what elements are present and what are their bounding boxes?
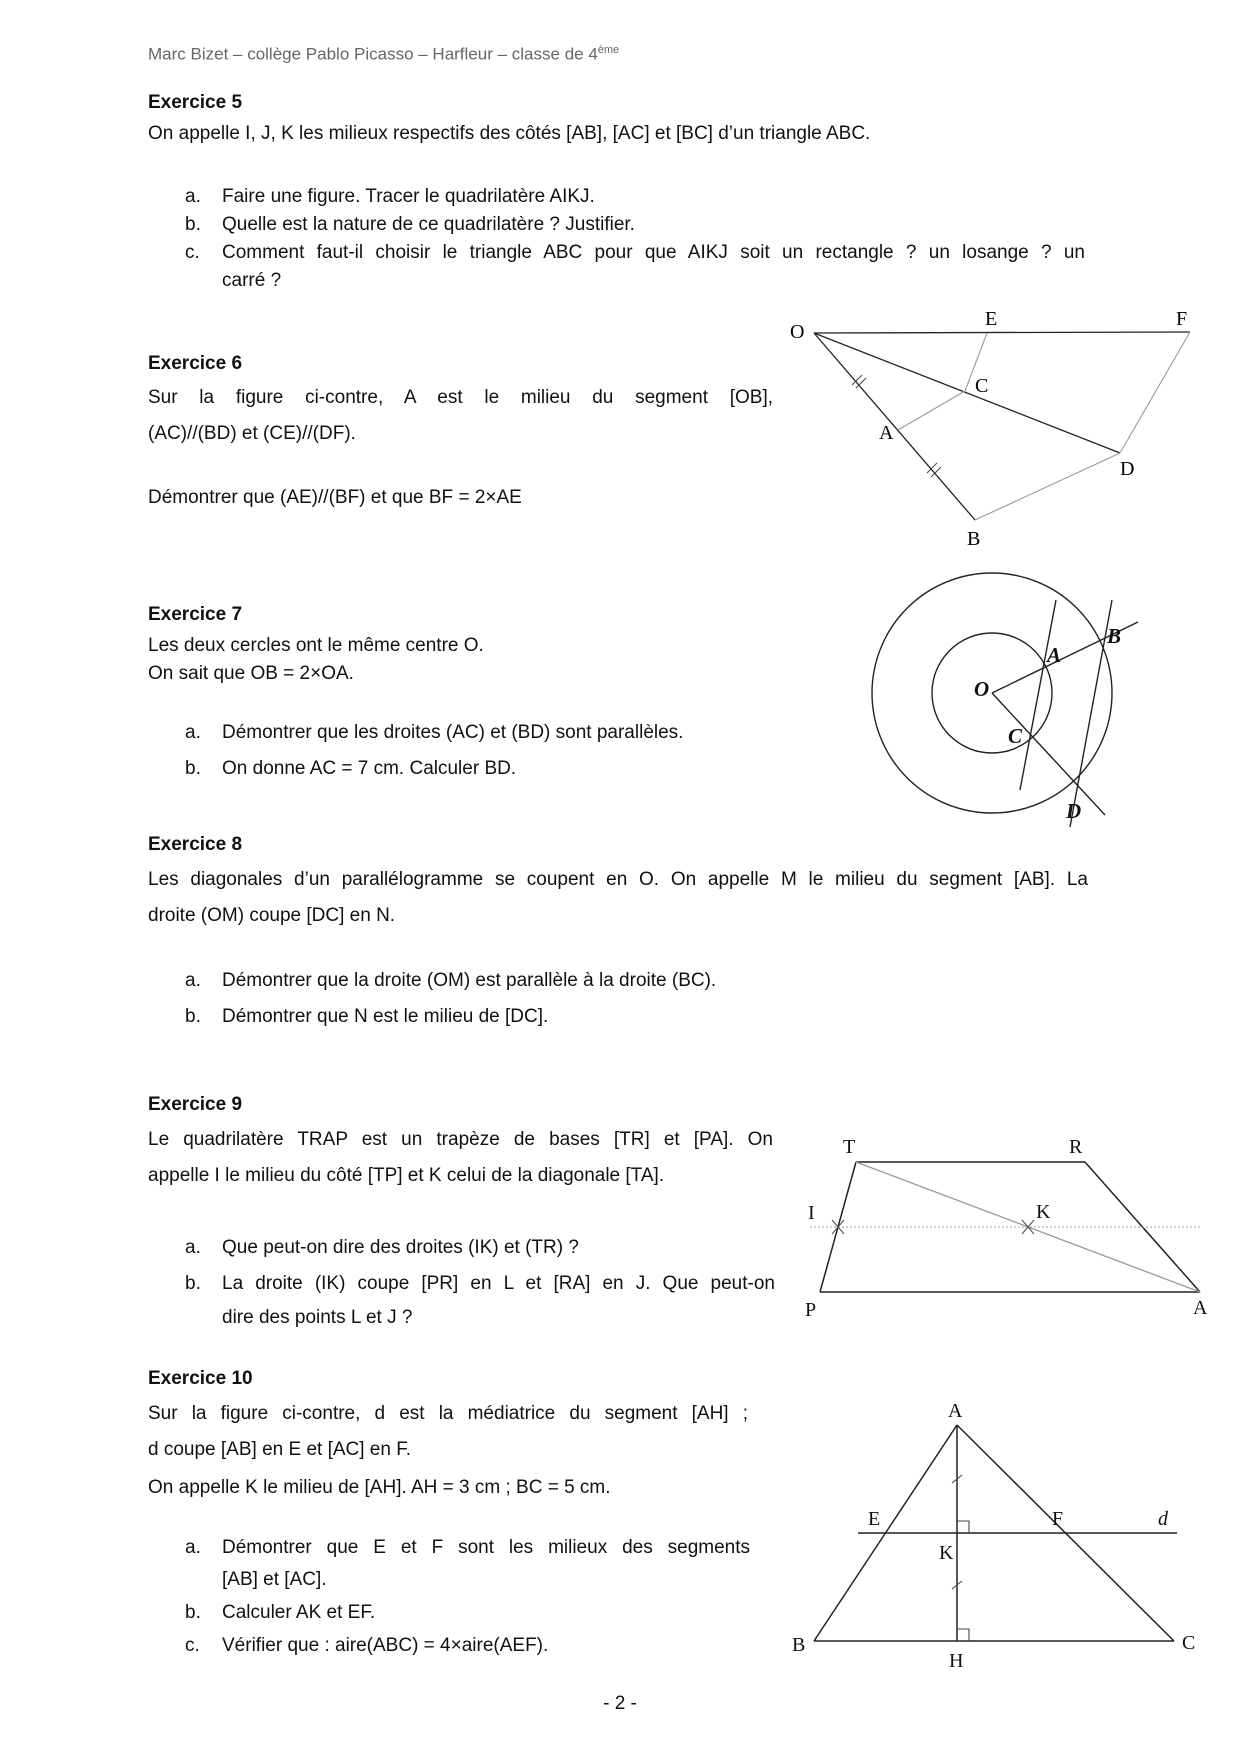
list-item: b. Démontrer que N est le milieu de [DC].: [185, 1006, 549, 1027]
exercise-10-figure: [780, 1395, 1220, 1675]
exercise-6-line-1: Sur la figure ci-contre, A est le milieu du segment [OB],: [148, 387, 773, 408]
point-label-H: H: [949, 1650, 964, 1672]
segment-BD: [975, 453, 1120, 520]
list-item: c. Vérifier que : aire(ABC) = 4×aire(AEF).: [185, 1635, 549, 1656]
point-label-K: K: [1036, 1201, 1051, 1223]
point-label-K: K: [939, 1542, 954, 1564]
list-item: a. Démontrer que la droite (OM) est parallèle à la droite (BC).: [185, 970, 717, 991]
list-item: b. On donne AC = 7 cm. Calculer BD.: [185, 758, 517, 779]
point-label-T: T: [843, 1136, 856, 1158]
segment-OD: [814, 333, 1120, 453]
page-header: Marc Bizet – collège Pablo Picasso – Harfleur – classe de 4ème: [148, 44, 620, 64]
point-label-B: B: [1107, 624, 1122, 648]
point-label-C: C: [1182, 1632, 1196, 1654]
exercise-5-intro: On appelle I, J, K les milieux respectifs des côtés [AB], [AC] et [BC] d’un triangle ABC.: [148, 123, 871, 144]
point-label-O: O: [974, 677, 990, 701]
point-label-P: P: [805, 1299, 817, 1321]
point-label-A: A: [1193, 1297, 1208, 1319]
exercise-6-title: Exercice 6: [148, 353, 243, 374]
exercise-8-title: Exercice 8: [148, 834, 243, 855]
point-label-D: D: [1066, 799, 1082, 823]
list-item: c. Comment faut-il choisir le triangle ABC pour que AIKJ soit un rectangle ? un losange ? un carré ?: [185, 242, 1085, 291]
point-label-B: B: [967, 528, 981, 550]
list-item: a. Que peut-on dire des droites (IK) et (TR) ?: [185, 1237, 579, 1258]
point-label-C: C: [1008, 724, 1023, 748]
exercise-10-line-1: Sur la figure ci-contre, d est la médiatrice du segment [AH] ;: [148, 1403, 748, 1424]
line-label-d: d: [1158, 1508, 1168, 1530]
exercise-5-title: Exercice 5: [148, 92, 243, 113]
point-label-E: E: [985, 308, 998, 330]
exercise-9-figure: [790, 1120, 1210, 1335]
list-item: a. Démontrer que les droites (AC) et (BD) sont parallèles.: [185, 722, 684, 743]
point-label-E: E: [868, 1508, 881, 1530]
list-item: a. Démontrer que E et F sont les milieux des segments [AB] et [AC].: [185, 1537, 750, 1590]
segment-OF: [814, 332, 1190, 333]
exercise-6-line-2: (AC)//(BD) et (CE)//(DF).: [148, 423, 356, 444]
exercise-7-line-1: Les deux cercles ont le même centre O.: [148, 635, 484, 656]
line-AC: [1020, 600, 1056, 790]
list-item: b. Quelle est la nature de ce quadrilatère ? Justifier.: [185, 214, 635, 235]
list-item: b. Calculer AK et EF.: [185, 1602, 376, 1623]
exercise-10-line-2: d coupe [AB] en E et [AC] en F.: [148, 1439, 411, 1460]
exercise-7-title: Exercice 7: [148, 604, 243, 625]
exercise-9-title: Exercice 9: [148, 1094, 243, 1115]
point-label-C: C: [975, 375, 989, 397]
line-BD: [1070, 600, 1112, 827]
exercise-7-line-2: On sait que OB = 2×OA.: [148, 663, 354, 684]
segment-OB: [814, 333, 975, 520]
exercise-6-figure: [780, 300, 1210, 560]
point-label-O: O: [790, 321, 805, 343]
point-label-I: I: [808, 1202, 815, 1224]
list-item: a. Faire une figure. Tracer le quadrilatère AIKJ.: [185, 186, 595, 207]
point-label-F: F: [1176, 308, 1188, 330]
exercise-8-line-2: droite (OM) coupe [DC] en N.: [148, 905, 396, 926]
exercise-9-line-1: Le quadrilatère TRAP est un trapèze de bases [TR] et [PA]. On: [148, 1129, 773, 1150]
point-label-F: F: [1052, 1508, 1064, 1530]
point-label-R: R: [1069, 1136, 1083, 1158]
exercise-8-line-1: Les diagonales d’un parallélogramme se coupent en O. On appelle M le milieu du segment [AB]. La: [148, 869, 1088, 890]
exercise-6-line-3: Démontrer que (AE)//(BF) et que BF = 2×AE: [148, 487, 522, 508]
exercise-7-figure: [860, 570, 1180, 840]
point-label-B: B: [792, 1634, 806, 1656]
list-item: b. La droite (IK) coupe [PR] en L et [RA] en J. Que peut-on dire des points L et J ?: [185, 1273, 775, 1328]
point-label-A: A: [879, 422, 894, 444]
point-label-D: D: [1120, 458, 1135, 480]
segment-AC: [898, 391, 965, 430]
segment-DF: [1120, 332, 1190, 453]
exercise-9-line-2: appelle I le milieu du côté [TP] et K celui de la diagonale [TA].: [148, 1165, 665, 1186]
point-label-A: A: [1047, 643, 1062, 667]
point-label-A: A: [948, 1400, 963, 1422]
exercise-10-title: Exercice 10: [148, 1368, 253, 1389]
exercise-10-line-3: On appelle K le milieu de [AH]. AH = 3 cm ; BC = 5 cm.: [148, 1477, 611, 1498]
page-number: - 2 -: [603, 1693, 637, 1714]
